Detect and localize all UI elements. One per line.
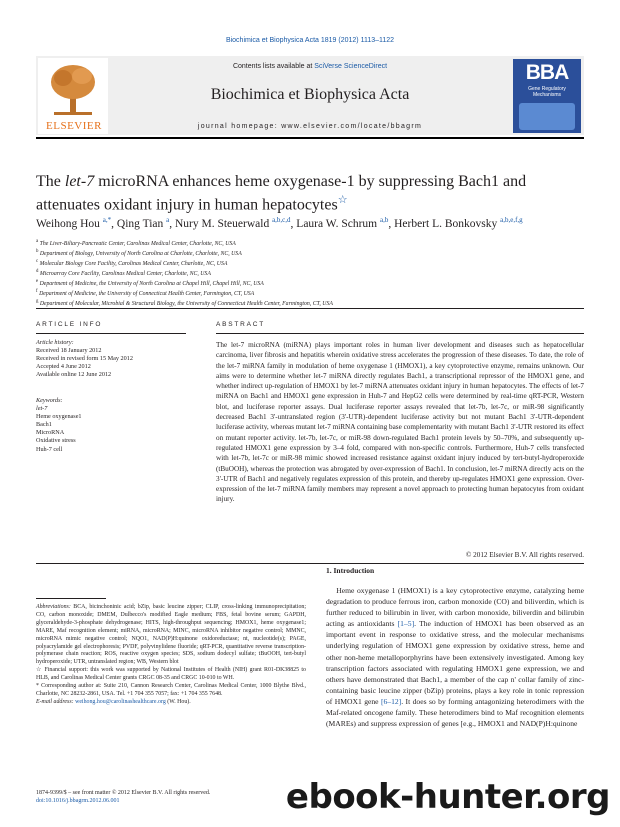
abstract-rule bbox=[216, 333, 584, 334]
author[interactable]: Herbert L. Bonkovsky $^{a,b,e,f,g}$ bbox=[394, 216, 523, 230]
keyword: Huh-7 cell bbox=[36, 445, 63, 453]
elsevier-tree-icon bbox=[48, 62, 98, 117]
keyword: Heme oxygenase1 bbox=[36, 413, 82, 421]
footnote-rule bbox=[36, 598, 106, 599]
author[interactable]: Weihong Hou $^{a,*}$ bbox=[36, 216, 112, 230]
author[interactable]: Nury M. Steuerwald $^{a,b,c,d}$ bbox=[174, 216, 291, 230]
sciencedirect-link[interactable]: SciVerse ScienceDirect bbox=[314, 63, 388, 70]
article-history bbox=[36, 339, 186, 379]
journal-citation[interactable]: Biochimica et Biophysica Acta 1819 (2012) 1113–1122 bbox=[225, 37, 395, 44]
affiliation: $^f$ Department of Medicine, the University of Connecticut Health Center, Farmington, CT, USA bbox=[36, 289, 255, 297]
issn-line: 1874-9399/$ – see front matter © 2012 Elsevier B.V. All rights reserved. bbox=[36, 790, 211, 796]
history-item: Received 18 January 2012 bbox=[36, 347, 102, 355]
author-list: Weihong Hou $^{a,*}$, Qing Tian $^a$, Nury M. Steuerwald $^{a,b,c,d}$, Laura W. Schrum $^{a,b}$, Herbert L. Bonkovsky $^{a,b,e,f,g}$ bbox=[36, 216, 523, 230]
abstract-bottom-rule bbox=[36, 563, 584, 564]
author-email-link[interactable]: weihong.hou@carolinashealthcare.org bbox=[75, 698, 166, 705]
affiliation: $^e$ Department of Medicine, the University of North Carolina at Chapel Hill, Chapel Hill, NC, USA bbox=[36, 279, 264, 287]
cover-title: BBA bbox=[525, 61, 569, 84]
title-footnote-star[interactable]: ☆ bbox=[337, 194, 348, 206]
article-title bbox=[36, 172, 596, 214]
contents-available bbox=[110, 63, 510, 70]
header-divider bbox=[36, 137, 584, 139]
doi-link[interactable]: doi:10.1016/j.bbagrm.2012.06.001 bbox=[36, 798, 120, 804]
history-item: Received in revised form 15 May 2012 bbox=[36, 355, 133, 363]
affiliations bbox=[36, 238, 596, 308]
footnotes bbox=[36, 604, 306, 707]
keyword: Oxidative stress bbox=[36, 437, 76, 445]
keywords bbox=[36, 397, 186, 454]
abbreviations: Abbreviations: BCA, bicinchoninic acid; bZip, basic leucine zipper; CLIP, cross-linking immunoprecipitation; CO, carbon monoxide; DMEM, Dulbecco's modified Eagle medium; FBS, fetal bovine serum; GAPDH, glyceraldehyde-3-phosphate dehydrogenase; HITS, high-throughput sequencing; HMOX1, heme oxygenase1; MARE, Maf recognition element; miRNA, microRNA; MINC, microRNA inhibitor negative control; MMNC, microRNA mimic negative control; NQO1, NAD(P)H:quinone oxidoreductase; nt, nucleotide(s); PAGE, polyacrylamide gel electrophoresis; PVDF, polyvinylidene fluoride; qRT-PCR, quantitative reverse transcription-polymerase chain reaction; ROS, reactive oxygen species; SDS, sodium dodecyl sulfate; tBuOOH, tert-butyl hydroperoxide; UTR, untranslated region; WB, Western blot bbox=[36, 604, 306, 666]
keyword: Bach1 bbox=[36, 421, 52, 429]
citation-link[interactable]: [6–12] bbox=[380, 696, 402, 706]
article-info-heading: ARTICLE INFO bbox=[36, 321, 103, 328]
section-divider bbox=[36, 308, 584, 309]
contents-prefix: Contents lists available at bbox=[232, 63, 315, 70]
introduction-heading: 1. Introduction bbox=[326, 566, 375, 575]
title-italic: let-7 bbox=[64, 173, 95, 190]
title-line2: attenuates oxidant injury in human hepatocytes bbox=[36, 196, 338, 214]
affiliation: $^c$ Molecular Biology Core Facility, Carolinas Medical Center, Charlotte, NC, USA bbox=[36, 259, 228, 267]
funding-note: ☆ Financial support: this work was supported by National Institutes of Health (NIH) grant R01-DK38825 to HLB, and Carolinas Medical Center grants CRGC 08-35 and CRGC 10-010 to WH. bbox=[36, 667, 306, 682]
cover-subtitle: Gene Regulatory Mechanisms bbox=[528, 86, 566, 98]
affiliation: $^b$ Department of Biology, University of North Carolina at Charlotte, Charlotte, NC, USA bbox=[36, 249, 242, 257]
keyword: MicroRNA bbox=[36, 429, 65, 437]
history-item: Accepted 4 June 2012 bbox=[36, 363, 91, 371]
introduction-text: Heme oxygenase 1 (HMOX1) is a key cytoprotective enzyme, catalyzing heme degradation to produce ferrous iron, carbon monoxide (CO) and biliverdin, which is further reduced to bilirubin in liver, with carbon monoxide, biliverdin and bilirubin acting as antioxidants [1–5]. The induction of HMOX1 has been observed as an important event in response to oxidative stress, and the molecular mechanisms underlying regulation of HMOX1 gene expression by oxidative stress, heme and other non-heme metalloporphyrins have been extensively investigated. Among key transcription factors associated with regulating HMOX1 gene expression, we and others have demonstrated that Bach1, a member of the cap n' collar family of zinc-containing basic leucine zipper (bZip) proteins, plays a key role in tonic repression of HMOX1 gene [6–12]. It does so by forming antagonizing heterodimers with the Maf-related oncogene family. These heterodimers bind to Maf recognition elements (MAREs) and suppress expression of genes [e.g., HMOX1 and NAD(P)H:quinone bbox=[326, 586, 585, 729]
author[interactable]: Qing Tian $^a$ bbox=[116, 216, 170, 230]
title-part: The bbox=[36, 173, 65, 190]
affiliation: $^a$ The Liver-Biliary-Pancreatic Center, Carolinas Medical Center, Charlotte, NC, USA bbox=[36, 239, 236, 247]
keyword: let-7 bbox=[36, 405, 48, 413]
abstract-text: The let-7 microRNA (miRNA) plays important roles in human liver development and diseases such as hepatocellular carcinoma, liver fibrosis and hepatitis wherein oxidative stress accelerates the progression of these diseases. To date, the role of the let-7 miRNA family in modulation of heme oxygenase 1 (HMOX1), a key cytoprotective enzyme, remains unknown. Our aims were to determine whether let-7 miRNA directly regulates Bach1, a transcriptional repressor of the HMOX1 gene, and whether indirect up-regulation of HMOX1 by let-7 miRNA attenuates oxidant injury in human hepatocytes. The effects of let-7 miRNA on Bach1 and HMOX1 gene expression in Huh-7 and HepG2 cells were determined by real-time qRT-PCR, Western blot, and luciferase reporter assays. Dual luciferase reporter assays revealed that let-7b, let-7c, or miR-98 significantly decreased Bach1 3'-untranslated region (3'-UTR)-dependent luciferase activity but not mutant Bach1 3'-UTR-dependent luciferase activity, whereas mutant let-7 miRNA containing base complementarity with mutant Bach1 3'-UTR restored its effect on mutant reporter activity. let-7b, let-7c, or miR-98 down-regulated Bach1 protein levels by 50–70%, and subsequently up-regulated HMOX1 gene expression by 3–4 fold, compared with non-specific controls. Furthermore, Huh-7 cells transfected with let-7b, let-7c or miR-98 mimic showed increased resistance against oxidant injury induced by tert-butyl-hydroperoxide (tBuOOH), whereas the protection was abrogated by over-expression of Bach1. In conclusion, let-7 miRNA directly acts on the 3'-UTR of Bach1 and negatively regulates expression of this protein, and thereby up-regulates HMOX1 gene expression. Over-expression of the let-7 miRNA family members may represent a novel approach to protecting human hepatocytes from oxidant injury. bbox=[216, 341, 584, 504]
affiliation: $^g$ Department of Molecular, Microbial & Structural Biology, the University of Connecticut Health Center, Farmington, CT, USA bbox=[36, 299, 333, 308]
abstract-heading: ABSTRACT bbox=[216, 321, 266, 328]
abstract-copyright: © 2012 Elsevier B.V. All rights reserved. bbox=[465, 551, 584, 559]
journal-homepage[interactable]: journal homepage: www.elsevier.com/locate/bbagrm bbox=[197, 123, 423, 130]
email-note: E-mail address: weihong.hou@carolinashealthcare.org (W. Hou). bbox=[36, 698, 191, 705]
history-label: Article history: bbox=[36, 339, 74, 346]
elsevier-wordmark: ELSEVIER bbox=[46, 120, 102, 132]
author[interactable]: Laura W. Schrum $^{a,b}$ bbox=[296, 216, 389, 230]
cover-artwork bbox=[519, 103, 575, 130]
watermark: ebook-hunter.org bbox=[285, 777, 610, 817]
journal-cover bbox=[513, 59, 581, 133]
correspondence-note: * Corresponding author at: Suite 210, Cannon Research Center, Carolinas Medical Center, 1000 Blythe Blvd., Charlotte, NC 28232-2861, USA. Tel. +1 704 355 7057; fax: +1 704 355 7648. bbox=[36, 683, 306, 697]
journal-title: Biochimica et Biophysica Acta bbox=[210, 86, 410, 103]
affiliation: $^d$ Microarray Core Facility, Carolinas Medical Center, Charlotte, NC, USA bbox=[36, 269, 211, 277]
keywords-label: Keywords: bbox=[36, 397, 63, 404]
article-info-rule bbox=[36, 333, 186, 334]
history-item: Available online 12 June 2012 bbox=[36, 371, 112, 379]
title-part: microRNA enhances heme oxygenase-1 by suppressing Bach1 and bbox=[94, 173, 527, 190]
citation-link[interactable]: [1–5] bbox=[397, 619, 415, 629]
